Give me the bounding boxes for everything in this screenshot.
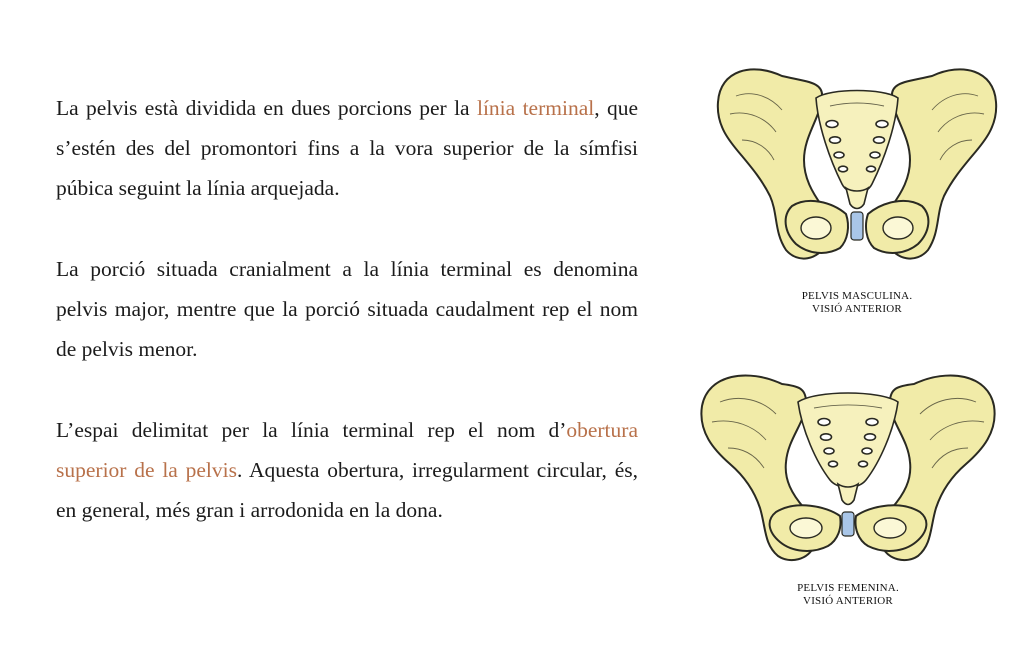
figure-male-pelvis [712, 56, 1002, 316]
caption-female-pelvis [797, 582, 899, 608]
caption-line: PELVIS MASCULINA. [801, 290, 913, 302]
male-pelvis-illustration [712, 56, 1002, 266]
caption-line: VISIÓ ANTERIOR [803, 595, 893, 607]
text-column [56, 88, 638, 571]
caption-line: PELVIS FEMENINA. [797, 582, 899, 594]
paragraph-linia-terminal [56, 88, 638, 208]
text-run: , que s’estén des del promontori fins a la vora superior de la símfisi púbica seguint la línia arquejada. [56, 96, 639, 200]
female-pelvis-illustration [698, 366, 998, 564]
text-run: . Aquesta obertura, irregularment circular, és, en general, més gran i arrodonida en la dona. [56, 458, 638, 522]
caption-line: VISIÓ ANTERIOR [812, 303, 902, 315]
paragraph-pelvis-major-menor [56, 249, 638, 369]
figure-female-pelvis [698, 366, 998, 608]
text-run: La pelvis està dividida en dues porcions per la [56, 96, 477, 120]
term-linia-terminal: línia terminal [476, 96, 595, 120]
text-run: La porció situada cranialment a la línia terminal es denomina pelvis major, mentre que la porció situada caudalment rep el nom de pelvis menor. [56, 257, 638, 361]
caption-male-pelvis [802, 290, 913, 316]
paragraph-obertura-superior [56, 410, 638, 530]
text-run: L’espai delimitat per la línia terminal rep el nom d’ [56, 418, 567, 442]
term-obertura-superior: obertura superior de la pelvis [56, 418, 638, 482]
